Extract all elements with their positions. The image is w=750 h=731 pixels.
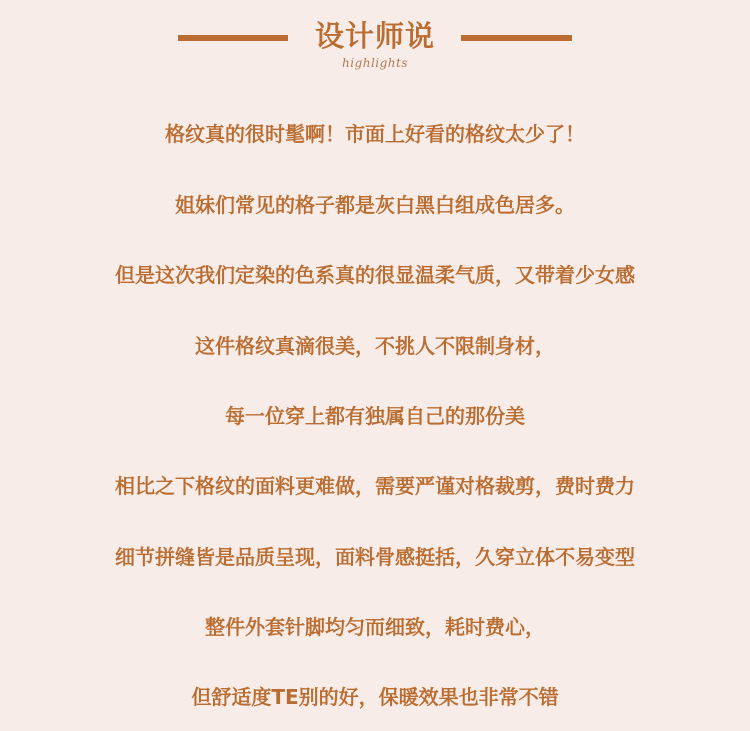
- section-subtitle: highlights: [341, 56, 409, 70]
- text-line: 姐妹们常见的格子都是灰白黑白组成色居多。: [175, 193, 575, 217]
- text-line: 格纹真的很时髦啊！市面上好看的格纹太少了！: [165, 122, 585, 146]
- section-title: 设计师说: [314, 19, 435, 53]
- text-line: 整件外套针脚均匀而细致，耗时费心，: [205, 615, 545, 639]
- right-divider-line: [461, 35, 572, 41]
- text-line: 相比之下格纹的面料更难做，需要严谨对格裁剪，费时费力: [115, 474, 635, 498]
- text-line: 细节拼缝皆是品质呈现，面料骨感挺括，久穿立体不易变型: [115, 545, 635, 569]
- text-line: 每一位穿上都有独属自己的那份美: [225, 404, 525, 428]
- text-line: 这件格纹真滴很美，不挑人不限制身材，: [195, 334, 555, 358]
- text-line: 但是这次我们定染的色系真的很显温柔气质，又带着少女感: [115, 263, 635, 287]
- left-divider-line: [178, 35, 288, 41]
- text-line: 但舒适度TE别的好，保暖效果也非常不错: [191, 685, 559, 709]
